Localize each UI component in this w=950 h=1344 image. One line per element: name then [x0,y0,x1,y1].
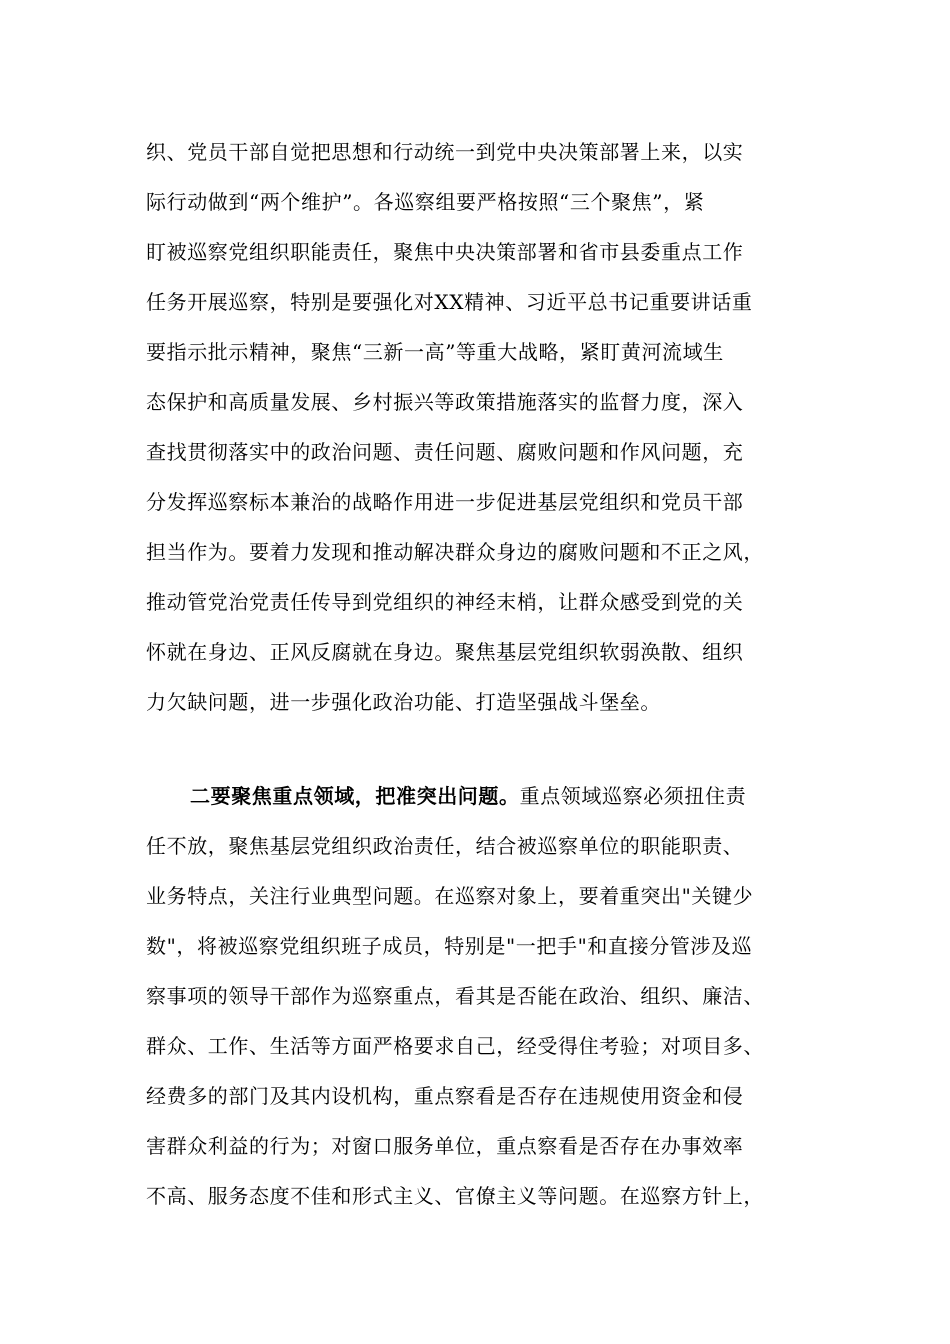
paragraph-line: 害群众利益的行为；对窗口服务单位，重点察看是否存在办事效率 [146,1134,744,1158]
paragraph-line: 分发挥巡察标本兼治的战略作用进一步促进基层党组织和党员干部 [146,490,744,514]
paragraph-line: 要指示批示精神，聚焦“三新一高”等重大战略，紧盯黄河流域生 [146,340,724,364]
paragraph-line: 推动管党治党责任传导到党组织的神经末梢，让群众感受到党的关 [146,590,744,614]
paragraph-first-line-text: 重点领域巡察必须扭住责 [519,784,747,808]
paragraph-line: 群众、工作、生活等方面严格要求自己，经受得住考验；对项目多、 [146,1034,764,1058]
paragraph-line: 不高、服务态度不佳和形式主义、官僚主义等问题。在巡察方针上， [146,1184,764,1208]
paragraph-line: 察事项的领导干部作为巡察重点，看其是否能在政治、组织、廉洁、 [146,984,764,1008]
paragraph-heading: 二要聚焦重点领域，把准突出问题。 [190,784,520,808]
paragraph-line: 盯被巡察党组织职能责任，聚焦中央决策部署和省市县委重点工作 [146,240,744,264]
paragraph-line: 业务特点，关注行业典型问题。在巡察对象上，要着重突出"关键少 [146,884,754,908]
paragraph-line: 经费多的部门及其内设机构，重点察看是否存在违规使用资金和侵 [146,1084,744,1108]
paragraph-line: 任不放，聚焦基层党组织政治责任，结合被巡察单位的职能职责、 [146,834,744,858]
paragraph-first-line [146,771,836,821]
paragraph-line: 态保护和高质量发展、乡村振兴等政策措施落实的监督力度，深入 [146,390,744,414]
paragraph-line: 数"，将被巡察党组织班子成员，特别是"一把手"和直接分管涉及巡 [146,934,753,958]
paragraph-2 [146,771,836,1221]
paragraph-line: 担当作为。要着力发现和推动解决群众身边的腐败问题和不正之风， [146,540,764,564]
paragraph-line: 际行动做到“两个维护”。各巡察组要严格按照“三个聚焦”，紧 [146,190,705,214]
paragraph-1 [146,127,836,727]
paragraph-line: 任务开展巡察，特别是要强化对XX精神、习近平总书记重要讲话重 [146,290,753,314]
paragraph-line: 织、党员干部自觉把思想和行动统一到党中央决策部署上来，以实 [146,140,744,164]
paragraph-line: 怀就在身边、正风反腐就在身边。聚焦基层党组织软弱涣散、组织 [146,640,744,664]
paragraph-line: 查找贯彻落实中的政治问题、责任问题、腐败问题和作风问题，充 [146,440,744,464]
paragraph-line: 力欠缺问题，进一步强化政治功能、打造坚强战斗堡垒。 [146,690,661,714]
